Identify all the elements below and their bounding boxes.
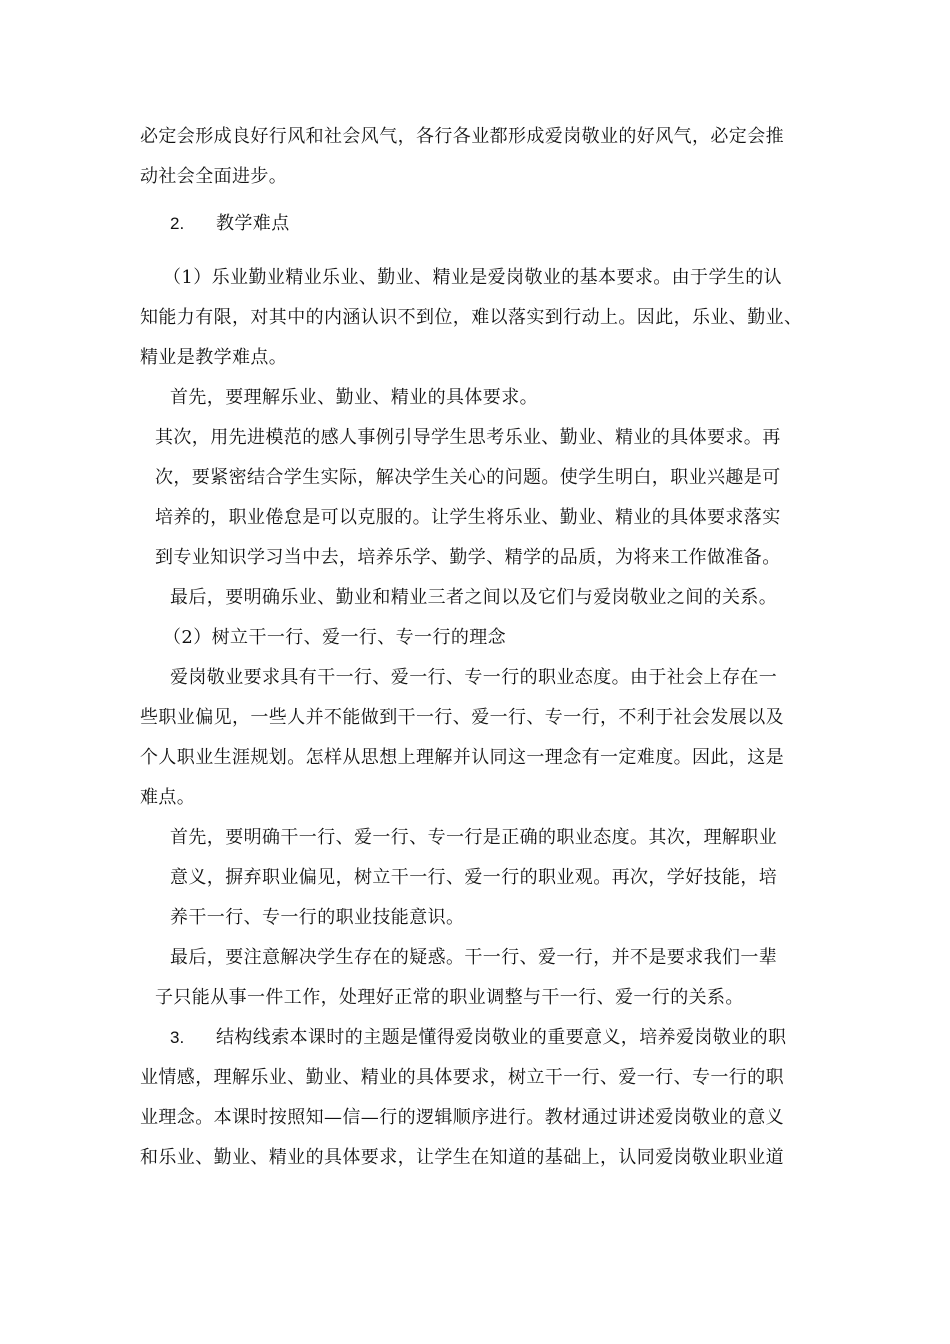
text-line: 难点。 [140,787,196,808]
text-line: 和乐业、勤业、精业的具体要求，让学生在知道的基础上，认同爱岗敬业职业道 [140,1147,784,1168]
text-line: 些职业偏见，一些人并不能做到干一行、爱一行、专一行，不利于社会发展以及 [140,707,784,728]
text-line: 其次，用先进模范的感人事例引导学生思考乐业、勤业、精业的具体要求。再 [155,427,781,448]
section-heading: 教学难点 [216,213,290,234]
text-line: 精业是教学难点。 [140,347,288,368]
text-line: 动社会全面进步。 [140,166,288,187]
text-line: 首先，要明确干一行、爱一行、专一行是正确的职业态度。其次，理解职业 [170,827,778,848]
text-line: 培养的，职业倦怠是可以克服的。让学生将乐业、勤业、精业的具体要求落实 [155,507,781,528]
text-line: 最后，要明确乐业、勤业和精业三者之间以及它们与爱岗敬业之间的关系。 [170,587,778,608]
text-line: （1）乐业勤业精业乐业、勤业、精业是爱岗敬业的基本要求。由于学生的认 [163,267,783,288]
text-line: 必定会形成良好行风和社会风气，各行各业都形成爱岗敬业的好风气，必定会推 [140,126,784,147]
list-number: 3. [170,1028,185,1047]
text-line: 结构线索本课时的主题是懂得爱岗敬业的重要意义，培养爱岗敬业的职 [216,1027,787,1048]
text-line: 爱岗敬业要求具有干一行、爱一行、专一行的职业态度。由于社会上存在一 [170,667,778,688]
text-line: 业理念。本课时按照知—信—行的逻辑顺序进行。教材通过讲述爱岗敬业的意义 [140,1107,784,1128]
text-line: 最后，要注意解决学生存在的疑惑。干一行、爱一行，并不是要求我们一辈 [170,947,778,968]
text-line: 知能力有限，对其中的内涵认识不到位，难以落实到行动上。因此，乐业、勤业、 [140,307,803,328]
text-line: 养干一行、专一行的职业技能意识。 [170,907,465,928]
text-line: 个人职业生涯规划。怎样从思想上理解并认同这一理念有一定难度。因此，这是 [140,747,784,768]
text-line: 子只能从事一件工作，处理好正常的职业调整与干一行、爱一行的关系。 [155,987,744,1008]
text-line: （2）树立干一行、爱一行、专一行的理念 [163,627,507,648]
text-line: 意义，摒弃职业偏见，树立干一行、爱一行的职业观。再次，学好技能，培 [170,867,778,888]
text-line: 首先，要理解乐业、勤业、精业的具体要求。 [170,387,538,408]
text-line: 到专业知识学习当中去，培养乐学、勤学、精学的品质，为将来工作做准备。 [155,547,781,568]
text-line: 次，要紧密结合学生实际，解决学生关心的问题。使学生明白，职业兴趣是可 [155,467,781,488]
text-line: 业情感，理解乐业、勤业、精业的具体要求，树立干一行、爱一行、专一行的职 [140,1067,784,1088]
list-number: 2. [170,214,185,233]
